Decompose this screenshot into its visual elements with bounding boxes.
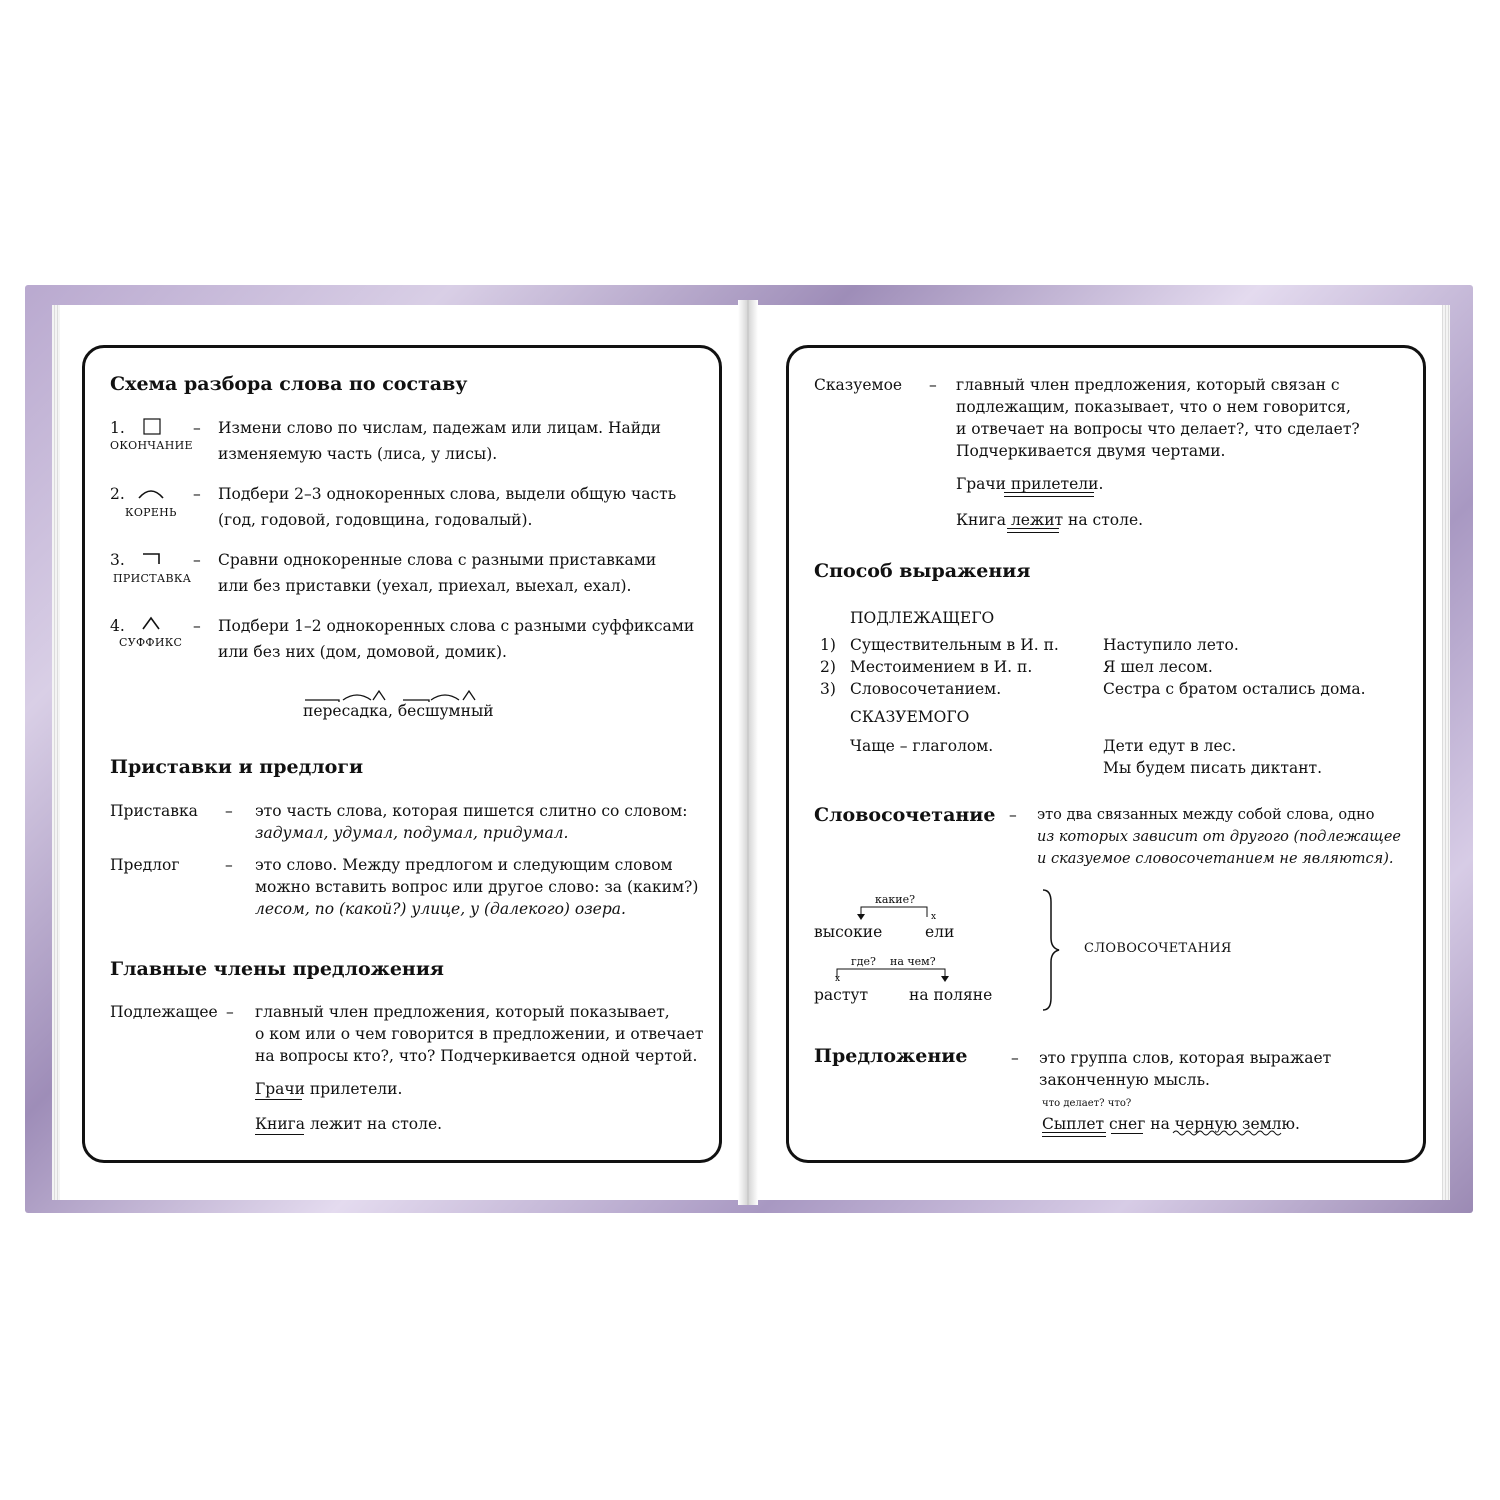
item-text-line2: (год, годовой, годовщина, годовалый). bbox=[218, 511, 533, 529]
section-title-expression: Способ выражения bbox=[814, 560, 1031, 582]
question-label: где? bbox=[851, 955, 876, 968]
double-underline-mark bbox=[1042, 1132, 1106, 1137]
section-title-main-members: Главные члены предложения bbox=[110, 958, 444, 980]
predicate-example-1: Грачи прилетели. bbox=[956, 475, 1104, 493]
subject-def-line3: на вопросы кто?, что? Подчеркивается одной чертой. bbox=[255, 1047, 698, 1065]
term-predicate: Сказуемое bbox=[814, 376, 903, 394]
item-text-line2: или без приставки (уехал, приехал, выехал, ехал). bbox=[218, 577, 632, 595]
term-prefix: Приставка bbox=[110, 802, 198, 820]
predicate-def-line1: главный член предложения, который связан с bbox=[956, 376, 1340, 394]
suffix-icon bbox=[141, 615, 163, 631]
item-dash: – bbox=[193, 485, 201, 503]
item-text-line1: Сравни однокоренные слова с разными приставками bbox=[218, 551, 657, 569]
predicate-example-2: Книга лежит на столе. bbox=[956, 511, 1144, 529]
phrase-def-line3: и сказуемое словосочетанием не являются). bbox=[1037, 851, 1394, 867]
dependency-arrow-icon bbox=[849, 905, 939, 921]
term-subject: Подлежащее bbox=[110, 1003, 218, 1021]
row-number: 2) bbox=[820, 658, 836, 676]
row-number: 1) bbox=[820, 636, 836, 654]
ending-icon bbox=[143, 418, 163, 436]
item-text-line2: или без них (дом, домовой, домик). bbox=[218, 643, 507, 661]
left-panel bbox=[82, 345, 722, 1163]
item-dash: – bbox=[193, 551, 201, 569]
sentence-example: Сыплет снег на черную землю. bbox=[1042, 1115, 1300, 1133]
row-example: Я шел лесом. bbox=[1103, 658, 1213, 676]
phrase-word: ели bbox=[925, 923, 955, 941]
section-title-word-parse: Схема разбора слова по составу bbox=[110, 373, 468, 395]
term-dash: – bbox=[225, 802, 233, 820]
cross-mark: x bbox=[931, 912, 937, 922]
phrase-word: растут bbox=[814, 986, 869, 1004]
item-label: ОКОНЧАНИЕ bbox=[110, 439, 193, 452]
subject-def-line2: о ком или о чем говорится в предложении, и отвечает bbox=[255, 1025, 704, 1043]
predicate-way-example-1: Дети едут в лес. bbox=[1103, 737, 1237, 755]
term-preposition: Предлог bbox=[110, 856, 180, 874]
curly-brace-icon bbox=[1039, 888, 1063, 1012]
item-text-line1: Подбери 1–2 однокоренных слова с разными суффиксами bbox=[218, 617, 695, 635]
section-title-sentence: Предложение bbox=[814, 1045, 968, 1067]
predicate-way-example-2: Мы будем писать диктант. bbox=[1103, 759, 1323, 777]
dependency-arrow-icon bbox=[829, 967, 959, 983]
subject-header: ПОДЛЕЖАЩЕГО bbox=[850, 609, 995, 627]
item-dash: – bbox=[193, 419, 201, 437]
predicate-def-line3: и отвечает на вопросы что делает?, что сделает? bbox=[956, 420, 1360, 438]
sentence-questions: что делает? что? bbox=[1042, 1098, 1132, 1109]
term-dash: – bbox=[225, 856, 233, 874]
preposition-def-line3: лесом, по (какой?) улице, у (далекого) озера. bbox=[255, 900, 626, 918]
sentence-def-line2: законченную мысль. bbox=[1039, 1071, 1210, 1089]
row-number: 3) bbox=[820, 680, 836, 698]
phrase-def-line2: из которых зависит от другого (подлежащее bbox=[1037, 829, 1401, 845]
prefix-def-line2: задумал, удумал, подумал, придумал. bbox=[255, 824, 569, 842]
phrase-word: на поляне bbox=[909, 986, 993, 1004]
wavy-underline-mark bbox=[1173, 1129, 1287, 1137]
subject-example-1: Грачи прилетели. bbox=[255, 1080, 403, 1098]
item-number: 4. bbox=[110, 617, 125, 635]
subject-def-line1: главный член предложения, который показывает, bbox=[255, 1003, 670, 1021]
underline-mark bbox=[255, 1134, 304, 1135]
sentence-def-line1: это группа слов, которая выражает bbox=[1039, 1049, 1332, 1067]
term-dash: – bbox=[1011, 1049, 1019, 1067]
item-number: 1. bbox=[110, 419, 125, 437]
parse-example: пересадка, бесшумный bbox=[303, 702, 494, 720]
prefix-icon bbox=[141, 552, 163, 566]
root-arc-icon bbox=[137, 486, 167, 500]
subject-example-2: Книга лежит на столе. bbox=[255, 1115, 443, 1133]
book-spine bbox=[738, 300, 758, 1205]
section-title-phrase: Словосочетание bbox=[814, 804, 996, 826]
row-way: Местоимением в И. п. bbox=[850, 658, 1033, 676]
row-example: Сестра с братом остались дома. bbox=[1103, 680, 1366, 698]
preposition-def-line2: можно вставить вопрос или другое слово: за (каким?) bbox=[255, 878, 699, 896]
question-label: какие? bbox=[875, 893, 916, 906]
row-way: Существительным в И. п. bbox=[850, 636, 1059, 654]
underline-mark bbox=[255, 1099, 302, 1100]
item-text-line2: изменяемую часть (лиса, у лисы). bbox=[218, 445, 498, 463]
predicate-way: Чаще – глаголом. bbox=[850, 737, 994, 755]
row-example: Наступило лето. bbox=[1103, 636, 1239, 654]
phrase-def-line1: это два связанных между собой слова, одно bbox=[1037, 807, 1375, 823]
section-title-prefixes: Приставки и предлоги bbox=[110, 756, 364, 778]
prefix-def-line1: это часть слова, которая пишется слитно со словом: bbox=[255, 802, 688, 820]
phrase-word: высокие bbox=[814, 923, 883, 941]
underline-mark bbox=[1111, 1133, 1143, 1134]
predicate-def-line4: Подчеркивается двумя чертами. bbox=[956, 442, 1226, 460]
double-underline-mark bbox=[1007, 528, 1059, 533]
item-text-line1: Измени слово по числам, падежам или лицам. Найди bbox=[218, 419, 661, 437]
item-number: 2. bbox=[110, 485, 125, 503]
predicate-header: СКАЗУЕМОГО bbox=[850, 708, 970, 726]
item-label: КОРЕНЬ bbox=[125, 506, 177, 519]
item-text-line1: Подбери 2–3 однокоренных слова, выдели общую часть bbox=[218, 485, 677, 503]
term-dash: – bbox=[226, 1003, 234, 1021]
row-way: Словосочетанием. bbox=[850, 680, 1002, 698]
term-dash: – bbox=[1009, 806, 1017, 824]
phrases-label: СЛОВОСОЧЕТАНИЯ bbox=[1084, 941, 1232, 956]
cross-mark: x bbox=[835, 974, 841, 984]
term-dash: – bbox=[929, 376, 937, 394]
item-label: СУФФИКС bbox=[119, 636, 183, 649]
item-label: ПРИСТАВКА bbox=[113, 572, 192, 585]
question-label: на чем? bbox=[890, 955, 936, 968]
item-number: 3. bbox=[110, 551, 125, 569]
item-dash: – bbox=[193, 617, 201, 635]
right-panel bbox=[786, 345, 1426, 1163]
predicate-def-line2: подлежащим, показывает, что о нем говорится, bbox=[956, 398, 1351, 416]
double-underline-mark bbox=[1004, 492, 1094, 497]
preposition-def-line1: это слово. Между предлогом и следующим словом bbox=[255, 856, 673, 874]
